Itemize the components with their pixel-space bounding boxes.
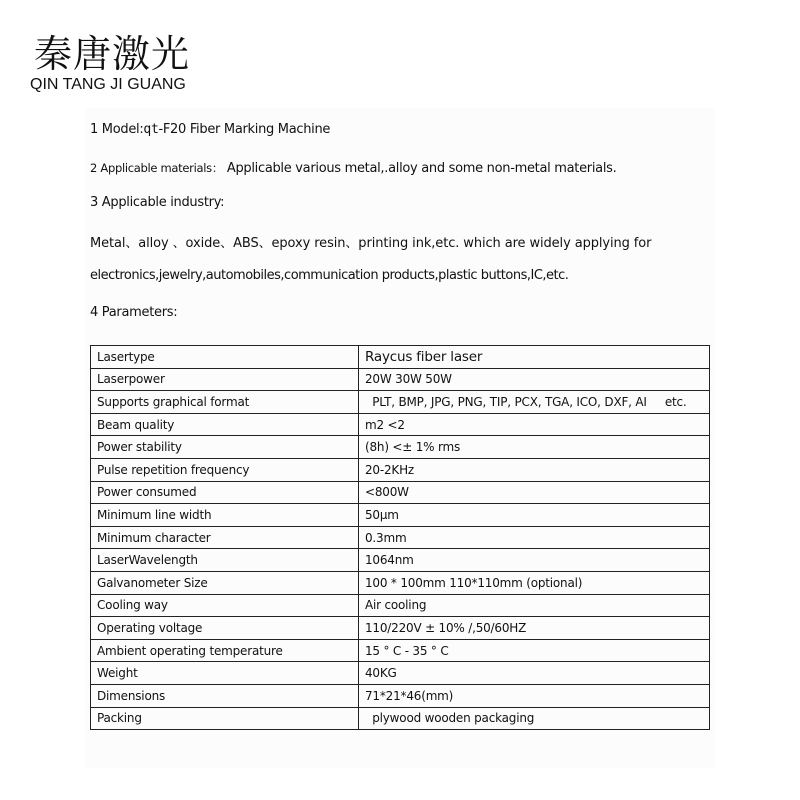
table-row	[91, 368, 710, 391]
parameter-name: Minimum character	[91, 526, 359, 549]
parameter-value: 1064nm	[359, 549, 710, 572]
parameter-value: 100 * 100mm 110*110mm (optional)	[359, 571, 710, 594]
parameter-name: Minimum line width	[91, 504, 359, 527]
table-row	[91, 346, 710, 369]
industry-line-2: electronics,jewelry,automobiles,communication products,plastic buttons,IC,etc.	[90, 268, 569, 283]
table-row	[91, 662, 710, 685]
parameter-name: Laserpower	[91, 368, 359, 391]
parameter-value: plywood wooden packaging	[359, 707, 710, 730]
materials-line	[90, 160, 616, 176]
table-row	[91, 504, 710, 527]
parameter-name: Power stability	[91, 436, 359, 459]
industry-line-1: Metal、alloy 、oxide、ABS、epoxy resin、printing ink,etc. which are widely applying for	[90, 236, 652, 251]
parameter-value: m2 <2	[359, 413, 710, 436]
parameter-value: 0.3mm	[359, 526, 710, 549]
table-row	[91, 526, 710, 549]
brand-name-english: QIN TANG JI GUANG	[30, 76, 186, 93]
table-row	[91, 413, 710, 436]
table-row	[91, 391, 710, 414]
table-row	[91, 684, 710, 707]
parameter-value: 40KG	[359, 662, 710, 685]
brand-name-chinese: 秦唐激光	[34, 32, 191, 76]
parameter-name: Weight	[91, 662, 359, 685]
parameter-name: Dimensions	[91, 684, 359, 707]
model-code: qt	[143, 122, 159, 137]
parameter-value: PLT, BMP, JPG, PNG, TIP, PCX, TGA, ICO, DXF, AI etc.	[359, 391, 710, 414]
parameters-table	[90, 345, 710, 730]
parameter-name: Power consumed	[91, 481, 359, 504]
parameter-name: Ambient operating temperature	[91, 639, 359, 662]
parameter-value: Air cooling	[359, 594, 710, 617]
parameter-name: Lasertype	[91, 346, 359, 369]
brand-logo	[30, 34, 190, 94]
table-row	[91, 549, 710, 572]
materials-label: 2 Applicable materials：	[90, 161, 224, 175]
parameter-value: 15 ° C - 35 ° C	[359, 639, 710, 662]
parameter-value: 20-2KHz	[359, 458, 710, 481]
parameter-value: Raycus fiber laser	[359, 346, 710, 369]
parameters-label: 4 Parameters:	[90, 305, 178, 320]
table-row	[91, 617, 710, 640]
parameter-value: <800W	[359, 481, 710, 504]
table-row	[91, 639, 710, 662]
parameter-name: LaserWavelength	[91, 549, 359, 572]
parameter-name: Cooling way	[91, 594, 359, 617]
table-row	[91, 436, 710, 459]
parameter-value: 50μm	[359, 504, 710, 527]
model-line	[90, 122, 330, 137]
parameter-name: Galvanometer Size	[91, 571, 359, 594]
parameter-name: Beam quality	[91, 413, 359, 436]
parameter-value: 110/220V ± 10% /,50/60HZ	[359, 617, 710, 640]
table-row	[91, 458, 710, 481]
table-row	[91, 594, 710, 617]
parameter-name: Packing	[91, 707, 359, 730]
model-label: 1 Model:	[90, 122, 144, 137]
parameter-value: 71*21*46(mm)	[359, 684, 710, 707]
table-row	[91, 707, 710, 730]
industry-label: 3 Applicable industry:	[90, 195, 225, 210]
parameter-name: Operating voltage	[91, 617, 359, 640]
table-row	[91, 481, 710, 504]
parameter-name: Pulse repetition frequency	[91, 458, 359, 481]
model-name: -F20 Fiber Marking Machine	[158, 122, 331, 137]
parameter-value: 20W 30W 50W	[359, 368, 710, 391]
parameter-name: Supports graphical format	[91, 391, 359, 414]
materials-text: Applicable various metal,.alloy and some non-metal materials.	[223, 161, 617, 176]
table-row	[91, 571, 710, 594]
parameter-value: (8h) <± 1% rms	[359, 436, 710, 459]
